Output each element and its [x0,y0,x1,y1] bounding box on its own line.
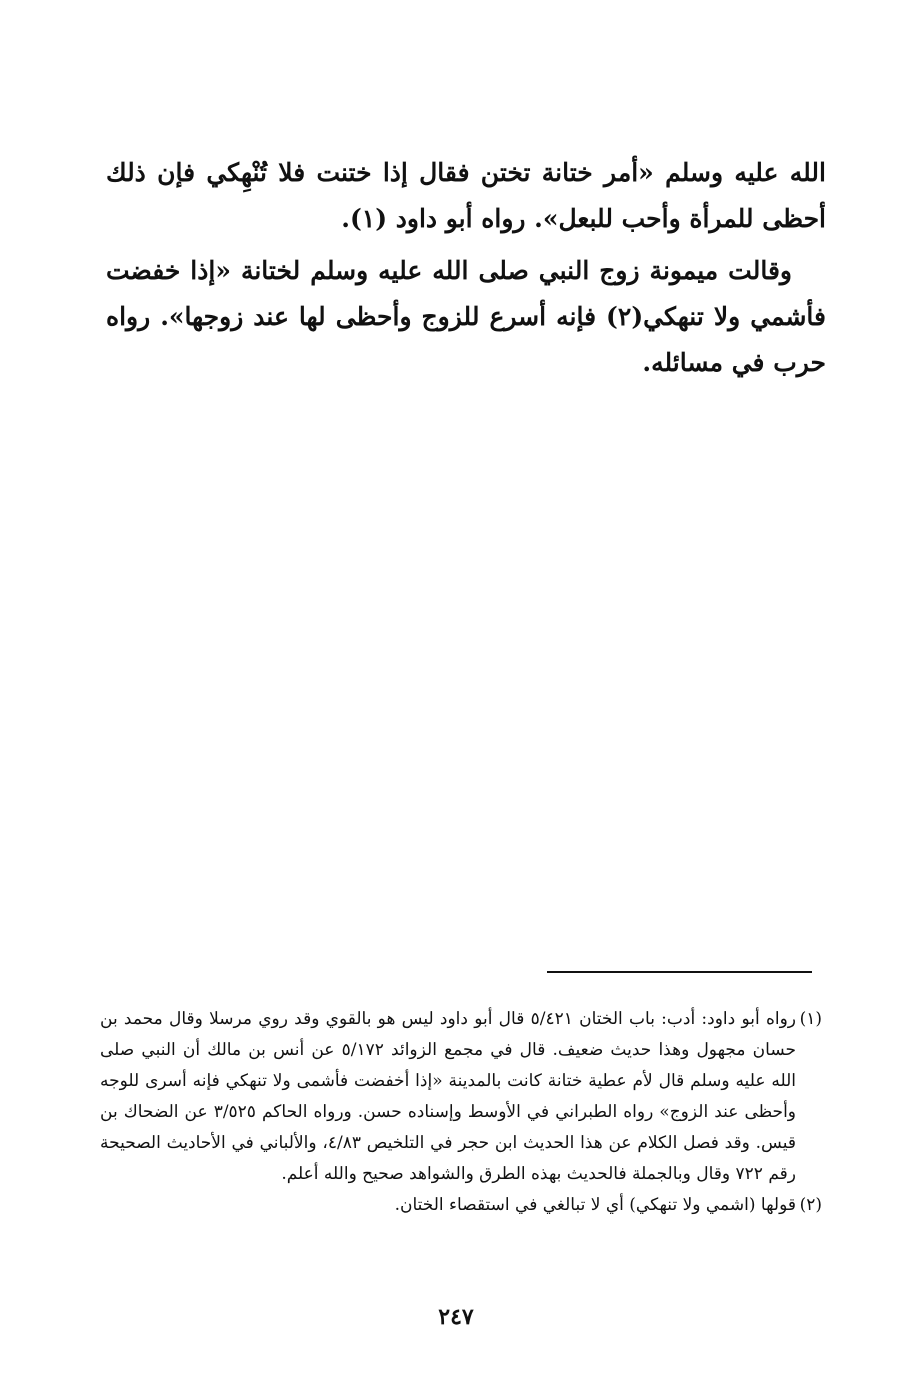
main-paragraph-2: وقالت ميمونة زوج النبي صلى الله عليه وسلم لختانة «إذا خفضت فأشمي ولا تنهكي(٢) فإنه أسرع للزوج وأحظى لها عند زوجها». رواه حرب في مسائله. [106,256,826,377]
footnote-2 [100,1190,822,1221]
footnotes [100,1004,822,1221]
main-paragraph-1: الله عليه وسلم «أمر ختانة تختن فقال إذا ختنت فلا تُنْهِكي فإن ذلك أحظى للمرأة وأحب للبعل». رواه أبو داود (١). [106,158,826,233]
footnote-1-text: رواه أبو داود: أدب: باب الختان ٥/٤٢١ قال أبو داود ليس هو بالقوي وقد روي مرسلا وقال محمد بن حسان مجهول وهذا حديث ضعيف. قال في مجمع الزوائد ٥/١٧٢ عن أنس بن مالك أن النبي صلى الله عليه وسلم قال لأم عطية ختانة كانت بالمدينة «إذا أخفضت فأشمى ولا تنهكي فإنه أسرى للوجه وأحظى عند الزوج» رواه الطبراني في الأوسط وإسناده حسن. ورواه الحاكم ٣/٥٢٥ عن الضحاك بن قيس. وقد فصل الكلام عن هذا الحديث ابن حجر في التلخيص ٤/٨٣، والألباني في الأحاديث الصحيحة رقم ٧٢٢ وقال وبالجملة فالحديث بهذه الطرق والشواهد صحيح والله أعلم. [100,1009,797,1184]
footnote-2-marker: (٢) [799,1195,822,1215]
main-text [106,150,826,392]
footnote-2-text: قولها (اشمي ولا تنهكي) أي لا تبالغي في استقصاء الختان. [394,1195,796,1215]
footnote-divider [547,971,812,973]
page-number: ٢٤٧ [438,1304,474,1330]
footnote-1-marker: (١) [799,1009,822,1029]
footnote-1 [100,1004,822,1190]
